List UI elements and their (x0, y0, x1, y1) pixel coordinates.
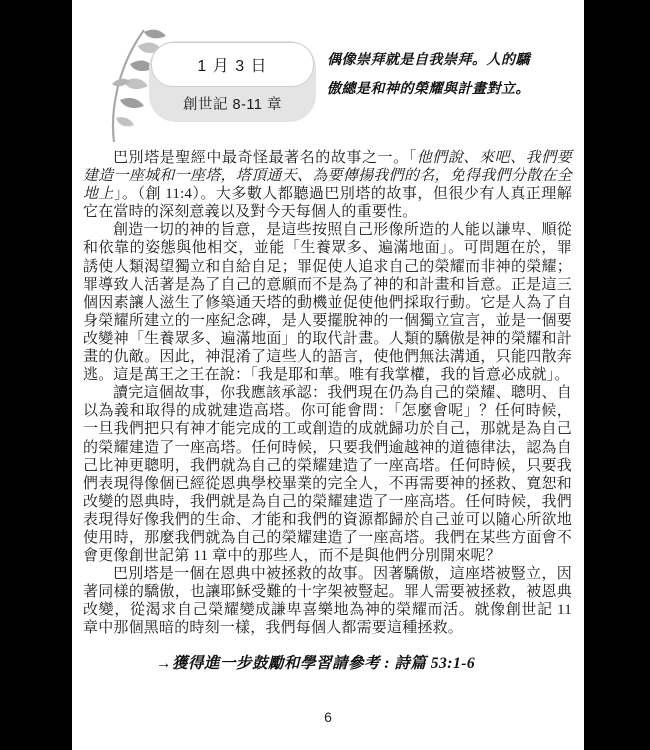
article-body (83, 146, 572, 638)
text-segment: 巴別塔是聖經中最奇怪最著名的故事之一。「 (113, 150, 417, 166)
scripture-range-label: 創世記 8-11 章 (182, 97, 282, 113)
book-page (72, 0, 584, 750)
paragraph (83, 149, 572, 221)
page-header (72, 0, 584, 146)
further-study-reference: →獲得進一步鼓勵和學習請參考 : 詩篇 53:1-6 (156, 655, 476, 672)
text-segment: 讀完這個故事，你我應該承認：我們現在仍為自己的榮耀、聰明、自以為義和取得的成就建造高塔。你可能會問：「怎麼會呢」？任何時候，一旦我們把只有神才能完成的工或創造的成就歸功於自己，那就是為自己的榮耀建造了一座高塔。任何時候，只要我們逾越神的道德律法，認為自己比神更聰明，我們就為自己的榮耀建造了一座高塔。任何時候，只要我們表現得像個已經從恩典學校畢業的完全人，不再需要神的拯救、寬恕和改變的恩典時，我們就是為自己的榮耀建造了一座高塔。任何時候，我們表現得好像我們的生命、才能和我們的資源都歸於自己並可以隨心所欲地使用時，那麼我們就為自己的榮耀建造了一座高塔。我們在某些方面會不會更像創世記第 11 章中的那些人，而不是與他們分別開來呢？ (83, 385, 572, 565)
devotional-quote: 偶像崇拜就是自我崇拜。人的驕傲總是和神的榮耀與計畫對立。 (327, 53, 530, 97)
date-scripture-box (149, 41, 316, 122)
date-pill (151, 42, 314, 87)
text-segment: 巴別塔是一個在恩典中被拯救的故事。因著驕傲，這座塔被豎立，因著同樣的驕傲，也讓耶穌受難的十字架被豎起。罪人需要被拯救，被恩典改變，從渴求自己榮耀變成謙卑喜樂地為神的榮耀而活。就像創世記 11 章中那個黑暗的時刻一樣，我們每個人都需要這種拯救。 (83, 566, 572, 637)
date-label: 1 月 3 日 (197, 58, 268, 75)
paragraph (83, 565, 572, 637)
scripture-quote-segment: 他們說、來吧、我們要建造一座城和一座塔，塔頂通天、為要傳揚我們的名，免得我們分散在全地上 (83, 150, 572, 203)
paragraph (83, 221, 572, 384)
text-segment: 」。（創 11:4）。大多數人都聽過巴別塔的故事，但很少有人真正理解它在當時的深刻意義以及對今天每個人的重要性。 (83, 186, 572, 221)
text-segment: 創造一切的神的旨意，是這些按照自己形像所造的人能以謙卑、順從和依靠的姿態與他相交，並能「生養眾多、遍滿地面」。可問題在於，罪誘使人類渴望獨立和自給自足；罪促使人追求自己的榮耀而非神的榮耀；罪導致人活著是為了自己的意願而不是為了神的和計畫和旨意。正是這三個因素讓人滋生了修築通天塔的動機並促使他們採取行動。它是人為了自身榮耀所建立的一座紀念碑，是人要擺脫神的一個獨立宣言，並是一個要改變神「生養眾多、遍滿地面」的取代計畫。人類的驕傲是神的榮耀和計畫的仇敵。因此，神混淆了這些人的語言，使他們無法溝通，只能四散奔逃。這是萬王之王在說：「我是耶和華。唯有我掌權，我的旨意必成就」。 (83, 222, 572, 384)
page-number: 6 (324, 709, 332, 725)
paragraph (83, 384, 572, 565)
